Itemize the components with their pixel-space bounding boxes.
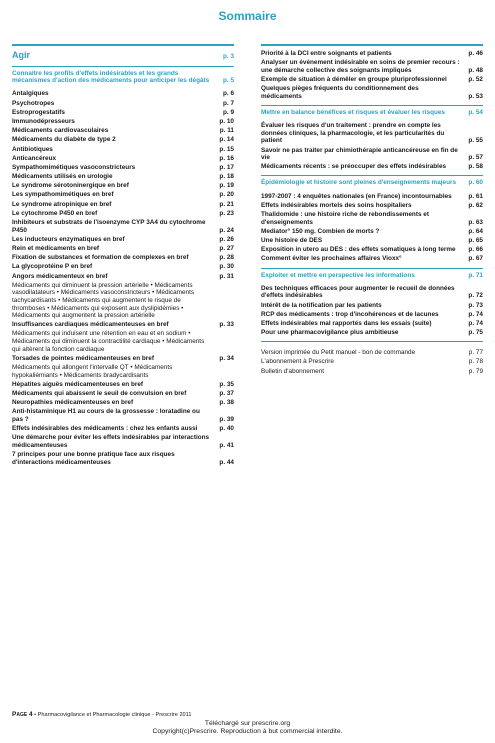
toc-entry-title: Quelques pièges fréquents du conditionnement des médicaments (261, 85, 419, 100)
toc-page-number: p. 9 (222, 108, 234, 116)
toc-page-number: p. 48 (468, 66, 483, 74)
toc-page-number: p. 23 (219, 209, 234, 217)
toc-entry[interactable] (261, 202, 483, 210)
toc-entry[interactable] (12, 330, 234, 353)
toc-entry-title: Sympathomimétiques vasoconstricteurs (12, 163, 136, 171)
toc-page-number: p. 62 (468, 201, 483, 209)
toc-page-number: p. 61 (468, 192, 483, 200)
toc-entry[interactable] (12, 146, 234, 154)
toc-entry-title: Fixation de substances et formation de complexes en bref (12, 254, 189, 262)
toc-page-number: p. 37 (219, 390, 234, 397)
toc-entry[interactable] (12, 127, 234, 135)
toc-entry-title: Effets indésirables mal rapportés dans les essais (suite) (261, 319, 432, 327)
section-rule (261, 175, 483, 176)
toc-entry-title: 1997-2007 : 4 enquêtes nationales (en France) incontournables (261, 192, 452, 200)
toc-entry-title: Insuffisances cardiaques médicamenteuses en bref (12, 321, 169, 329)
entry-spacing (261, 375, 483, 377)
toc-page-number: p. 66 (468, 246, 483, 254)
toc-entry[interactable] (12, 254, 234, 262)
toc-entry-title: Médicaments utilisés en urologie (12, 173, 113, 181)
entry-spacing (261, 337, 483, 339)
toc-section-heading[interactable] (261, 272, 483, 280)
toc-entry[interactable] (261, 147, 483, 162)
toc-entry-title: Antibiotiques (12, 145, 53, 153)
entry-spacing (261, 171, 483, 173)
toc-page-number: p. 24 (219, 226, 234, 234)
toc-entry[interactable] (261, 85, 483, 100)
toc-right-column (261, 50, 483, 377)
toc-page-number: p. 31 (219, 272, 234, 280)
toc-page-number: p. 11 (219, 127, 234, 135)
toc-entry-title: Épidémiologie et histoire sont pleines d'enseignements majeurs (261, 179, 457, 187)
toc-section-heading[interactable] (261, 109, 483, 117)
right-top-rule (261, 44, 483, 46)
toc-entry-title: Les sympathomimétiques en bref (12, 191, 114, 199)
toc-entry-title: Le syndrome sérotoninergique en bref (12, 182, 129, 190)
toc-page-number: p. 71 (468, 271, 483, 279)
toc-page-number: p. 19 (219, 182, 234, 190)
toc-entry[interactable] (261, 211, 483, 226)
entry-spacing (12, 466, 234, 468)
copyright-line: Copyright(c)Prescrire. Reproduction à but commercial interdite. (152, 728, 343, 735)
section-rule (12, 66, 234, 67)
toc-entry[interactable] (261, 320, 483, 328)
toc-page-number: p. 77 (468, 349, 483, 357)
toc-entry[interactable] (12, 201, 234, 209)
toc-entry[interactable] (261, 228, 483, 236)
entry-spacing (261, 263, 483, 265)
entry-spacing (12, 61, 234, 63)
toc-entry-title: Comment éviter les prochaines affaires Vioxx° (261, 255, 402, 263)
toc-page-number: p. 35 (219, 380, 234, 388)
toc-page-number: p. 54 (468, 108, 483, 116)
toc-entry-title: Intérêt de la notification par les patients (261, 301, 382, 309)
toc-entry-title: Anticancéreux (12, 154, 57, 162)
toc-entry-title: Agir (12, 50, 30, 60)
toc-entry[interactable] (12, 182, 234, 190)
left-top-rule (12, 44, 234, 46)
toc-page-number: p. 21 (219, 200, 234, 208)
toc-entry[interactable] (261, 193, 483, 201)
toc-section-heading[interactable] (12, 50, 234, 61)
toc-entry[interactable] (12, 364, 234, 379)
toc-entry[interactable] (261, 122, 483, 145)
download-line: Téléchargé sur prescrire.org (204, 720, 291, 727)
toc-page-number: p. 40 (219, 425, 234, 433)
toc-entry-title: Angors médicamenteux en bref (12, 272, 108, 280)
page-number: Page 4 (12, 711, 33, 718)
page-title: Sommaire (218, 9, 277, 23)
toc-page-number: p. 57 (468, 154, 483, 162)
toc-page-number: p. 14 (219, 136, 234, 144)
toc-entry[interactable] (261, 302, 483, 310)
toc-entry-title: Immunodépresseurs (12, 117, 75, 125)
toc-entry[interactable] (12, 155, 234, 163)
toc-entry-title: L'abonnement à Prescrire (261, 358, 334, 366)
toc-entry-title: Antalgiques (12, 90, 49, 98)
toc-entry[interactable] (12, 245, 234, 253)
toc-entry-title: Connaitre les profils d'effets indésirables et les grands mécanismes d'action des médicaments pour anticiper les dégâts (12, 69, 210, 85)
toc-entry[interactable] (12, 118, 234, 126)
toc-entry[interactable] (261, 237, 483, 245)
entry-spacing (261, 100, 483, 102)
toc-page-number: p. 46 (468, 50, 483, 57)
download-notice (0, 720, 495, 736)
toc-entry[interactable] (12, 273, 234, 281)
toc-page-number: p. 5 (222, 77, 234, 85)
toc-entry[interactable] (12, 236, 234, 244)
toc-entry[interactable] (12, 408, 234, 423)
toc-entry[interactable] (12, 219, 234, 234)
toc-page-number: p. 15 (219, 145, 234, 153)
toc-entry-title: Médicaments du diabète de type 2 (12, 136, 116, 144)
toc-entry[interactable] (12, 164, 234, 172)
toc-entry[interactable] (261, 76, 483, 84)
toc-page-number: p. 53 (468, 92, 483, 100)
toc-entry-title: Des techniques efficaces pour augmenter le recueil de données d'effets indésirables (261, 284, 455, 300)
toc-entry[interactable] (261, 255, 483, 263)
toc-entry[interactable] (261, 358, 483, 366)
toc-entry-title: Torsades de pointes médicamenteuses en bref (12, 354, 154, 362)
toc-entry[interactable] (261, 246, 483, 254)
toc-entry-title: La glycoprotéine P en bref (12, 263, 93, 271)
toc-entry[interactable] (261, 285, 483, 300)
toc-entry-title: Le cytochrome P450 en bref (12, 209, 98, 217)
toc-entry-title: Médicaments qui allongent l'intervalle QT • Médicaments hypokaliémiants • Médicaments bradycardisants (12, 364, 173, 379)
toc-entry-title: Effets indésirables des médicaments : chez les enfants aussi (12, 425, 198, 433)
toc-entry-title: Médicaments cardiovasculaires (12, 127, 109, 135)
toc-entry-title: Évaluer les risques d'un traitement : prendre en compte les données cliniques, la pharmacologie, et les particularités du patient (261, 122, 445, 145)
toc-page-number: p. 20 (219, 191, 234, 199)
toc-page-number: p. 38 (219, 399, 234, 407)
section-rule (261, 105, 483, 106)
toc-page-number: p. 30 (219, 263, 234, 271)
toc-entry-title: Pour une pharmacovigilance plus ambitieuse (261, 329, 399, 337)
toc-entry[interactable] (12, 191, 234, 199)
toc-page-number: p. 72 (468, 292, 483, 300)
toc-entry-title: Psychotropes (12, 99, 55, 107)
toc-entry[interactable] (12, 136, 234, 144)
toc-entry[interactable] (12, 434, 234, 449)
toc-page-number: p. 74 (468, 319, 483, 327)
section-rule (261, 341, 483, 342)
toc-entry-title: Les inducteurs enzymatiques en bref (12, 235, 125, 243)
toc-entry-title: Inhibiteurs et substrats de l'isoenzyme CYP 3A4 du cytochrome P450 (12, 219, 206, 234)
toc-page-number: p. 52 (468, 75, 483, 83)
toc-entry-title: Exemple de situation à démêler en groupe pluriprofessionnel (261, 75, 447, 83)
toc-page-number: p. 33 (219, 321, 234, 329)
toc-page-number: p. 73 (468, 301, 483, 309)
toc-page-number: p. 16 (219, 154, 234, 162)
toc-page-number: p. 74 (468, 310, 483, 318)
toc-entry-title: Une histoire de DES (261, 237, 323, 244)
toc-entry-title: RCP des médicaments : trop d'incohérences et de lacunes (261, 310, 439, 318)
toc-page-number: p. 63 (468, 218, 483, 226)
toc-entry[interactable] (12, 355, 234, 363)
toc-left-column (12, 50, 234, 468)
toc-page-number: p. 79 (468, 367, 483, 375)
toc-entry-title: Médicaments qui diminuent la pression artérielle • Médicaments vasodilatateurs • Médicaments vasoconstricteurs • Médicaments tachycardisants • Médicaments qui augmentent le risque de thromboses • Médicaments qui exposent aux dyslipidémies • Médicaments qui augmentent la pression artérielle (12, 281, 195, 320)
toc-section-heading[interactable] (261, 179, 483, 187)
toc-page-number: p. 75 (468, 329, 483, 337)
toc-entry[interactable] (261, 349, 483, 357)
toc-entry[interactable] (12, 282, 234, 320)
toc-entry[interactable] (12, 100, 234, 108)
publication-name: • Pharmacovigilance et Pharmacologie clinique - Prescrire 2011 (34, 712, 192, 718)
toc-page-number: p. 67 (468, 255, 483, 263)
section-rule (261, 268, 483, 269)
toc-entry-title: Effets indésirables mortels des soins hospitaliers (261, 201, 412, 209)
toc-page-number: p. 39 (219, 415, 234, 423)
toc-entry[interactable] (12, 321, 234, 329)
toc-page-number: p. 64 (468, 227, 483, 235)
toc-entry-title: Priorité à la DCI entre soignants et patients (261, 50, 392, 57)
toc-entry[interactable] (261, 329, 483, 337)
toc-section-heading[interactable] (12, 70, 234, 85)
toc-page-number: p. 10 (219, 117, 234, 125)
toc-entry[interactable] (261, 163, 483, 171)
toc-page-number: p. 41 (219, 441, 234, 449)
toc-page-number: p. 34 (219, 354, 234, 362)
toc-page-number: p. 18 (219, 173, 234, 181)
toc-entry[interactable] (12, 173, 234, 181)
toc-page-number: p. 3 (222, 53, 234, 61)
toc-entry-title: Version imprimée du Petit manuel - bon de commande (261, 349, 416, 357)
toc-page-number: p. 26 (219, 235, 234, 243)
toc-entry-title: Analyser un événement indésirable en soins de premier recours : une démarche collective des soignants impliqués (261, 59, 460, 74)
toc-page-number: p. 6 (222, 90, 234, 98)
toc-entry-title: Anti-histaminique H1 au cours de la grossesse : loratadine ou pas ? (12, 408, 200, 423)
toc-page-number: p. 65 (468, 237, 483, 244)
toc-entry-title: Mettre en balance bénéfices et risques et évaluer les risques (261, 108, 445, 116)
toc-page-number: p. 7 (222, 99, 234, 107)
toc-entry-title: Estroprogestatifs (12, 108, 65, 116)
toc-entry-title: Exposition in utero au DES : des effets somatiques à long terme (261, 246, 456, 254)
toc-page-number: p. 55 (468, 137, 483, 145)
toc-page-number: p. 44 (219, 458, 234, 466)
toc-entry[interactable] (12, 210, 234, 218)
toc-entry-title: Savoir ne pas traiter par chimiothérapie anticancéreuse en fin de vie (261, 146, 458, 162)
toc-entry-title: Bulletin d'abonnement (261, 367, 325, 375)
toc-entry[interactable] (12, 381, 234, 389)
toc-entry[interactable] (12, 390, 234, 398)
toc-page-number: p. 78 (468, 358, 483, 366)
toc-entry-title: Le syndrome atropinique en bref (12, 200, 112, 208)
toc-entry-title: Une démarche pour éviter les effets indésirables par interactions médicamenteuses (12, 434, 210, 449)
toc-entry-title: Médicaments récents : se préoccuper des effets indésirables (261, 163, 447, 171)
toc-entry[interactable] (12, 263, 234, 271)
toc-page-number: p. 58 (468, 163, 483, 171)
toc-entry-title: Médicaments qui abaissent le seuil de convulsion en bref (12, 390, 187, 397)
toc-page-number: p. 28 (219, 254, 234, 262)
toc-page-number: p. 27 (219, 244, 234, 252)
toc-entry[interactable] (12, 451, 234, 466)
toc-entry[interactable] (261, 50, 483, 58)
toc-entry-title: Mediator° 150 mg. Combien de morts ? (261, 227, 380, 235)
toc-entry-title: 7 principes pour une bonne pratique face aux risques d'interactions médicamenteuses (12, 451, 175, 466)
page-footer (12, 711, 483, 719)
toc-entry[interactable] (12, 425, 234, 433)
toc-page-number: p. 17 (219, 163, 234, 171)
toc-entry-title: Exploiter et mettre en perspective les informations (261, 271, 415, 279)
toc-entry[interactable] (261, 59, 483, 74)
toc-entry-title: Neuropathies médicamenteuses en bref (12, 399, 134, 407)
toc-entry[interactable] (261, 311, 483, 319)
toc-page-number: p. 60 (468, 179, 483, 187)
toc-entry-title: Rein et médicaments en bref (12, 244, 100, 252)
toc-entry[interactable] (12, 399, 234, 407)
toc-entry[interactable] (12, 109, 234, 117)
toc-entry[interactable] (261, 368, 483, 376)
toc-entry-title: Thalidomide : une histoire riche de rebondissements et d'enseignements (261, 211, 429, 226)
toc-entry-title: Médicaments qui induisent une rétention en eau et en sodium • Médicaments qui diminuent la contractilité cardiaque • Médicaments qui altèrent la fonction cardiaque (12, 330, 205, 353)
toc-entry[interactable] (12, 90, 234, 98)
toc-entry-title: Hépatites aiguës médicamenteuses en bref (12, 380, 144, 388)
